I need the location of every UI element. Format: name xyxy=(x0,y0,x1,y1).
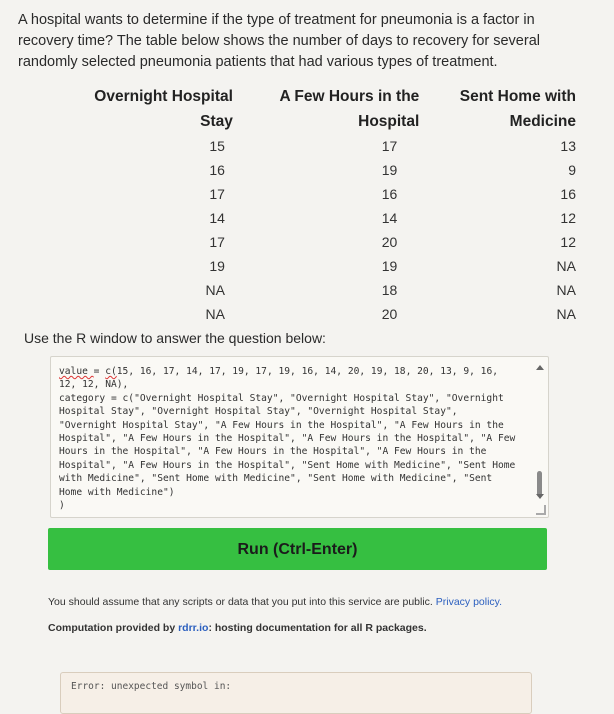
table-cell: 20 xyxy=(381,306,398,322)
table-cell: 14 xyxy=(381,210,398,226)
table-cell: 17 xyxy=(209,234,225,250)
code-text[interactable] xyxy=(59,365,522,512)
recovery-days-table xyxy=(52,84,580,326)
table-cell: 19 xyxy=(209,258,225,274)
table-cell: NA xyxy=(556,258,576,274)
computation-credit xyxy=(48,622,427,634)
run-button[interactable]: Run (Ctrl-Enter) xyxy=(48,528,547,570)
table-cell: 15 xyxy=(209,138,225,154)
column-header-line: Sent Home with xyxy=(459,88,576,105)
table-row xyxy=(52,278,580,302)
table-header-row xyxy=(52,84,580,134)
column-header-overnight xyxy=(52,84,237,134)
table-cell: 20 xyxy=(381,234,398,250)
credit-prefix: Computation provided by xyxy=(48,622,179,634)
table-cell: 19 xyxy=(381,162,398,178)
table-cell: 9 xyxy=(568,162,576,178)
table-row xyxy=(52,254,580,278)
table-cell: 19 xyxy=(381,258,398,274)
scroll-down-icon[interactable] xyxy=(536,494,544,499)
table-cell: NA xyxy=(205,306,225,322)
table-row xyxy=(52,158,580,182)
output-panel xyxy=(60,672,532,714)
error-message: Error: unexpected symbol in: xyxy=(71,681,232,692)
resize-grip-icon[interactable] xyxy=(536,505,546,515)
table-cell: 17 xyxy=(381,138,398,154)
code-token: category = c("Overnight Hospital Stay", "Overnight Hospital Stay", "Overnight Hospital Stay", "Overnight Hospital Stay", "Overnight Hospital Stay", "Overnight Hospital Stay", "A Few Hours in the Hospital", "A Few Hours in the Hospital", "A Few Hours in the Hospital", "A Few Hours in the Hospital", "A Few Hours in the Hospital", "A Few Hours in the Hospital", "A Few Hours in the Hospital", "A Few Hours in the Hospital", "Sent Home with Medicine", "Sent Home with Medicine", "Sent Home with Medicine", "Sent Home with Medicine", "Sent Home with Medicine") xyxy=(59,392,522,498)
credit-suffix: : hosting documentation for all R packages. xyxy=(208,622,427,634)
table-cell: 18 xyxy=(381,282,398,298)
column-header-few-hours xyxy=(237,84,423,134)
privacy-policy-link[interactable]: Privacy policy. xyxy=(435,596,503,608)
table-row xyxy=(52,206,580,230)
rdrr-link[interactable]: rdrr.io xyxy=(178,622,209,634)
table-cell: NA xyxy=(205,282,225,298)
column-header-line: Overnight Hospital xyxy=(94,88,233,105)
code-token: ) xyxy=(59,500,65,512)
table-row xyxy=(52,230,580,254)
editor-scrollbar[interactable] xyxy=(534,361,546,511)
r-code-editor[interactable] xyxy=(50,356,549,518)
table-cell: 16 xyxy=(209,162,225,178)
table-row xyxy=(52,134,580,158)
table-cell: 12 xyxy=(560,234,576,250)
notice-text: You should assume that any scripts or data that you put into this service are public. xyxy=(48,596,436,608)
table-cell: NA xyxy=(556,306,576,322)
instruction-text: Use the R window to answer the question below: xyxy=(24,330,326,346)
column-header-line: Stay xyxy=(200,113,233,130)
code-token: value xyxy=(59,366,94,377)
column-header-sent-home xyxy=(423,84,580,134)
table-cell: 17 xyxy=(209,186,225,202)
column-header-line: Hospital xyxy=(358,113,420,130)
code-token: c( xyxy=(105,366,117,377)
question-text: A hospital wants to determine if the type of treatment for pneumonia is a factor in recovery time? The table below shows the number of days to recovery for several randomly selected pneumonia patients that had various types of treatment. xyxy=(18,12,540,70)
privacy-notice xyxy=(48,596,502,608)
table-row xyxy=(52,182,580,206)
code-token: = xyxy=(93,366,106,377)
table-cell: 16 xyxy=(560,186,576,202)
table-cell: 14 xyxy=(209,210,225,226)
code-token: 15, 16, 17, 14, 17, 19, 17, 19, 16, 14, 20, 19, 18, 20, 13, 9, 16, 12, 12, NA), xyxy=(59,366,504,391)
table-cell: 16 xyxy=(381,186,398,202)
scroll-up-icon[interactable] xyxy=(536,365,544,370)
column-header-line: Medicine xyxy=(509,113,576,130)
table-cell: NA xyxy=(556,282,576,298)
table-cell: 12 xyxy=(560,210,576,226)
table-row xyxy=(52,302,580,326)
table-cell: 13 xyxy=(560,138,576,154)
column-header-line: A Few Hours in the xyxy=(279,88,420,105)
